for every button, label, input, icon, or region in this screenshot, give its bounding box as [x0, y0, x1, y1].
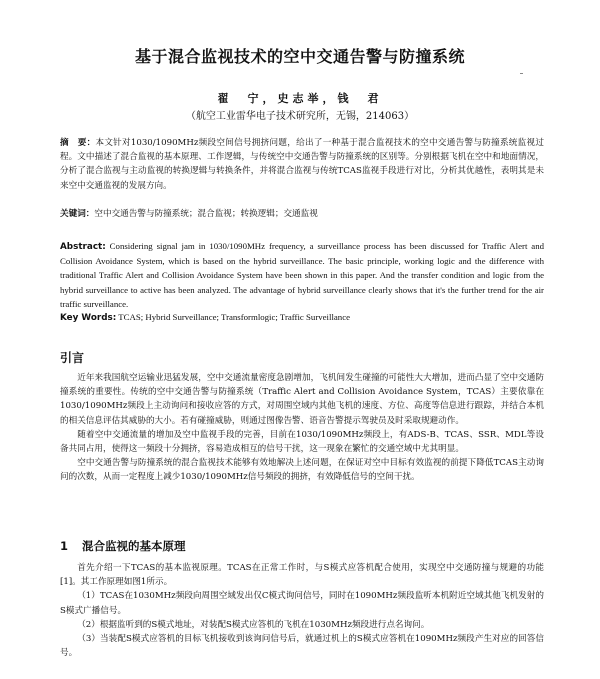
- abstract-en-text: Considering signal jam in 1030/1090MHz frequency, a surveillance process has been discussed for Traffic Alert and Collision Avoidance System, which is based on the hybrid surveillance. The basic principle, working logic and the difference with traditional Traffic Alert and Collision Avoidance System have been shown in this paper. And the transfer condition and logic from the hybrid surveillance to active has been analyzed. The advantage of hybrid surveillance clearly shows that it's the further trend for the air traffic surveillance.: [60, 241, 544, 309]
- keywords-cn: [60, 207, 544, 221]
- intro-heading: 引言: [60, 351, 85, 365]
- intro-paragraph: 空中交通告警与防撞系统的混合监视技术能够有效地解决上述问题，在保证对空中目标有效监视的前提下降低TCAS主动询问的次数，从而一定程度上减少1030/1090MHz信号频段的拥挤，有效降低信号的空间干扰。: [60, 458, 544, 483]
- authors: 翟 宁，史志举，钱 君: [217, 92, 383, 105]
- section1-paragraph: （1）TCAS在1030MHz频段向周围空域发出仅C模式询问信号，同时在1090MHz频段监听本机附近空域其他飞机发射的S模式广播信号。: [60, 591, 544, 616]
- intro-paragraph: 近年来我国航空运输业迅猛发展，空中交通流量密度急剧增加，飞机间发生碰撞的可能性大大增加，进而凸显了空中交通防撞系统的重要性。传统的空中交通告警与防撞系统（Traffic Alert and Collision Avoidance System，TCAS）主要依靠在1030/1090MHz频段上主动询问和接收应答的方式，对周围空域内其他飞机的速度、方位、高度等信息进行跟踪，并结合本机的相关信息评估其威胁的大小。若有碰撞威胁，则通过图像告警、语音告警提示驾驶员及时采取规避动作。: [60, 373, 544, 426]
- abstract-en: [60, 239, 544, 311]
- keywords-en-label: Key Words:: [60, 313, 117, 323]
- abstract-cn-text: 本文针对1030/1090MHz频段空间信号拥挤问题，给出了一种基于混合监视技术的空中交通告警与防撞系统监视过程。文中描述了混合监视的基本原理、工作逻辑，与传统空中交通告警与防撞系统的区别等。分别根据飞机在空中和地面情况，分析了混合监视与主动监视的转换逻辑与转换条件，并将混合监视与传统TCAS监视手段进行对比，分析其优越性，表明其是未来空中交通监视的发展方向。: [60, 138, 544, 191]
- keywords-cn-label: 关键词：: [60, 209, 95, 219]
- section1-title: 混合监视的基本原理: [82, 539, 186, 553]
- section1-paragraph: （2）根据监听到的S模式地址，对装配S模式应答机的飞机在1030MHz频段进行点名询问。: [77, 619, 430, 630]
- keywords-en-text: TCAS; Hybrid Surveillance; Transformlogic; Traffic Surveillance: [118, 312, 351, 322]
- paper-title: 基于混合监视技术的空中交通告警与防撞系统: [134, 47, 465, 66]
- section1-body: [60, 561, 544, 660]
- intro-body: [60, 371, 544, 485]
- section1-paragraph: （3）当装配S模式应答机的目标飞机接收到该询问信号后，就通过机上的S模式应答机在1090MHz频段产生对应的回答信号。: [60, 634, 544, 659]
- abstract-cn-label: 摘 要：: [60, 138, 96, 148]
- section1-number: 1: [60, 539, 69, 553]
- abstract-en-label: Abstract:: [60, 242, 106, 252]
- section1-paragraph: 首先介绍一下TCAS的基本监视原理。TCAS在正常工作时，与S模式应答机配合使用，实现空中交通防撞与规避的功能[1]。其工作原理如图1所示。: [60, 563, 544, 588]
- scan-speck: [520, 73, 523, 74]
- affiliation: （航空工业雷华电子技术研究所，无锡，214063）: [185, 111, 415, 122]
- intro-paragraph: 随着空中交通流量的增加及空中监视手段的完善，目前在1030/1090MHz频段上，有ADS-B、TCAS、SSR、MDL等设备共同占用，使得这一频段十分拥挤，容易造成相互的信号干扰，这一现象在繁忙的交通空域中尤其明显。: [60, 429, 544, 455]
- keywords-cn-text: 空中交通告警与防撞系统；混合监视；转换逻辑；交通监视: [94, 209, 318, 219]
- keywords-en: [60, 310, 544, 325]
- abstract-cn: [60, 136, 544, 193]
- section1-heading: [60, 538, 186, 554]
